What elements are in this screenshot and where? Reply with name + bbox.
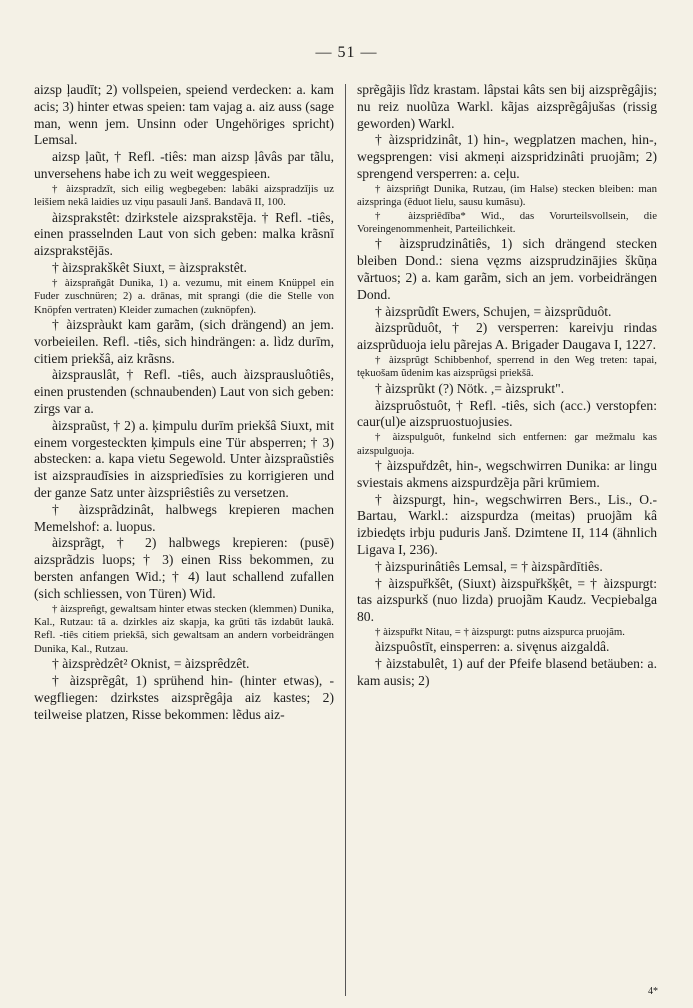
entry: † àizspraňgât Dunika, 1) a. vezumu, mit einem Knüppel ein Fuder zuschnüren; 2) a. drānas, mit sprangi (die die Stelle von Knöpfen vertraten) Kleider zumachen (zuknöpfen). bbox=[34, 276, 334, 316]
column-divider bbox=[345, 84, 346, 996]
entry: † àizspriñgt Dunika, Rutzau, (im Halse) stecken bleiben: man aizspringa (ẽduot lielu, sausu kumãsu). bbox=[357, 182, 657, 209]
entry: † àizstabulêt, 1) auf der Pfeife blasend betäuben: a. kam ausis; 2) bbox=[357, 656, 657, 688]
right-column bbox=[357, 82, 657, 690]
entry: † àizspradzīt, sich eilig wegbegeben: labâki aizspradzījis uz leišiem nekâ laidies uz viņu pasauli Janš. Bandavā II, 100. bbox=[34, 182, 334, 209]
entry: aizsp ļaũt, † Refl. -tiês: man aizsp ļâvâs par tãlu, unversehens habe ich zu weit weggespieen. bbox=[34, 149, 334, 181]
left-column bbox=[34, 82, 334, 723]
entry: † àizspurgt, hin-, wegschwirren Bers., Lis., O.-Bartau, Warkl.: aizspurdza (meitas) pruojãm kâ izbiedęts irbju puduris Janš. Dzimtene II, 114 (ähnlich Ligava I, 236). bbox=[357, 491, 657, 557]
entry: sprẽgãjis lîdz krastam. lâpstai kâts sen bij aizsprẽgâjis; nu reiz nuolũza Warkl. kãjas aizsprẽgâjušas (rissig geworden) Warkl. bbox=[357, 82, 657, 131]
entry: † àizsprẽgât, 1) sprühend hin- (hinter etwas), -wegfliegen: dzirkstes aizsprẽgâja aiz kastes; 2) teilweise platzen, Risse bekommen: lẽdus aiz- bbox=[34, 672, 334, 722]
entry: † àizsprũkt (?) Nötk. ,= àizsprukt". bbox=[375, 380, 565, 396]
entry: † àizspuřkšêt, (Siuxt) àizspuřkšķêt, = † àizspurgt: tas aizspurkš (nuo lizda) pruojãm Kaudz. Vecpiebalga 80. bbox=[357, 575, 657, 625]
entry: † àizspuřkt Nitau, = † àizspurgt: putns aizspurca pruojãm. bbox=[375, 625, 625, 638]
entry: àizspruôstuôt, † Refl. -tiês, sich (acc.) verstopfen: caur(ul)e aizspruostuojusies. bbox=[357, 397, 657, 430]
entry: † àizspurinâtiês Lemsal, = † àizspãrdītiês. bbox=[375, 558, 603, 574]
entry: àizspraũst, † 2) a. ķimpulu durīm priekšâ Siuxt, mit einem vorgesteckten ķimpuls eine Tür absperren; † 3) abstecken: a. kapa vietu Segewold. Unter àizspraũstiês ist aizspraudīsies in aizspriedīsies zu korrigieren und der ganze Satz unter àizspriêstiês zu versetzen. bbox=[34, 417, 334, 500]
entry: † àizspuřdzêt, hin-, wegschwirren Dunika: ar lingu sviestais akmens aizspurdzẽja pãri krūmiem. bbox=[357, 458, 657, 490]
entry: àizsprũduôt, † 2) versperren: kareivju rindas aizsprũduoja ielu pãrejas A. Brigader Daugava I, 1227. bbox=[357, 320, 657, 353]
entry: àizsprãgt, † 2) halbwegs krepieren: (pusē) aizsprãdzis luops; † 3) einen Riss bekommen, zu bersten anfangen Wid.; † 4) laut schallend zufallen (sich schliessen, von Türen) Wid. bbox=[34, 535, 334, 601]
entry: † àizsprudzinâtiês, 1) sich drängend stecken bleiben Dond.: siena vęzms aizsprudzinājies škũņa vãrtuos; 2) a. kam garãm, sich an jem. vorbeidrängen Dond. bbox=[357, 236, 657, 302]
entry: † àizspridzinât, 1) hin-, wegplatzen machen, hin-, wegsprengen: visi akmeņi aizspridzinâti pruojãm; 2) sprengend versperren: a. ceļu. bbox=[357, 132, 657, 181]
entry: † àizspulguôt, funkelnd sich entfernen: gar mežmalu kas aizspulguoja. bbox=[357, 431, 657, 457]
entry: † àizsprakškêt Siuxt, = àizsprakstêt. bbox=[52, 259, 247, 275]
printer-signature: 4* bbox=[648, 986, 658, 997]
entry: † àizspriêdība* Wid., das Vorurteilsvollsein, die Voreingenommenheit, Parteilichkeit. bbox=[357, 209, 657, 235]
entry: àizsprakstêt: dzirkstele aizsprakstēja. † Refl. -tiês, einen prasselnden Laut von sich geben: malka krãsnī aizsprakstējās. bbox=[34, 209, 334, 259]
page-number: — 51 — bbox=[315, 44, 378, 61]
entry: àizsprauslât, † Refl. -tiês, auch àizsprausluôtiês, einen prustenden (schnaubenden) Laut von sich geben: zirgs var a. bbox=[34, 367, 334, 416]
entry: † àizsprũdît Ewers, Schujen, = àizsprũduôt. bbox=[375, 303, 612, 319]
entry: † àizsprãdzinât, halbwegs krepieren machen Memelshof: a. luopus. bbox=[34, 501, 334, 534]
entry: aizsp ļaudīt; 2) vollspeien, speiend verdecken: a. kam acis; 3) hinter etwas speien: tam vajag a. aiz auss (sage man, wenn jem. Unsinn oder Ungehöriges spricht) Lemsal. bbox=[34, 82, 334, 148]
entry: † àizsprèdzêt² Oknist, = àizsprêdzêt. bbox=[52, 656, 250, 672]
entry: † àizsprũgt Schibbenhof, sperrend in den Weg treten: tapai, tękuošam ũdenim kas aizsprũgsi priekšâ. bbox=[357, 353, 657, 380]
entry: àizspuôstīt, einsperren: a. sivęnus aizgaldâ. bbox=[375, 639, 610, 655]
entry: † àizspreñgt, gewaltsam hinter etwas stecken (klemmen) Dunika, Kal., Rutzau: tâ a. dzirkles aiz skapja, ka grūti tās izdabūt laukâ. Refl. -tiês citiem priekšâ, sich gewaltsam an andern vorbeidrängen Dunika, Kal., Rutzau. bbox=[34, 602, 334, 655]
entry: † àizspràukt kam garãm, (sich drängend) an jem. vorbeieilen. Refl. -tiês, sich hindrängen: a. lìdz durīm, citiem priekšâ, aiz krãsns. bbox=[34, 317, 334, 366]
